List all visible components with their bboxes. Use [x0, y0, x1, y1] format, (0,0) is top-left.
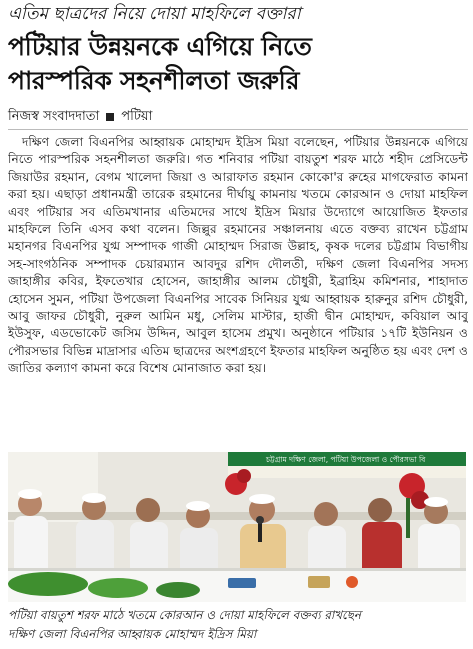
byline [8, 107, 468, 127]
headline-line-1: পটিয়ার উন্নয়নকে এগিয়ে নিতে [8, 32, 312, 61]
photo-illustration [8, 452, 466, 602]
photo-caption [8, 606, 468, 644]
headline-line-2: পারস্পরিক সহনশীলতা জরুরি [8, 66, 300, 95]
article-kicker: এতিম ছাত্রদের নিয়ে দোয়া মাহফিলে বক্তারা [8, 4, 301, 24]
caption-line-2: দক্ষিণ জেলা বিএনপির আহ্বায়ক মোহাম্মদ ইদ্রিস মিয়া [8, 627, 257, 641]
byline-source: নিজস্ব সংবাদদাতা [8, 109, 100, 124]
byline-location: পটিয়া [121, 109, 153, 124]
microphone-icon [256, 516, 264, 524]
article-body: দক্ষিণ জেলা বিএনপির আহ্বায়ক মোহাম্মদ ইদ্রিস মিয়া বলেছেন, পটিয়ার উন্নয়নকে এগিয়ে নিতে পারস্পরিক সহনশীলতা জরুরি। গত শনিবার পটিয়া বায়তুশ শরফ মাঠে শহীদ প্রেসিডেন্ট জিয়াউর রহমান, বেগম খালেদা জিয়া ও আরাফাত রহমান কোকো'র রুহের মাগফেরাত কামনা করা হয়। এছাড়া প্রধানমন্ত্রী তারেক রহমানের দীর্ঘায়ু কামনায় খতমে কোরআন ও দোয়া মাহফিল এবং পটিয়ার সব এতিমখানার এতিমদের সাথে ইদ্রিস মিয়ার উদ্যোগে আয়োজিত ইফতার মাহফিলে তিনি এসব কথা বলেন। জিল্লুর রহমানের সঞ্চালনায় এতে বক্তব্য রাখেন চট্টগ্রাম মহানগর বিএনপির যুগ্ম সম্পাদক গাজী মোহাম্মদ সিরাজ উল্লাহ, কৃষক দলের চট্টগ্রাম বিভাগীয় সহ-সাংগঠনিক সম্পাদক চেয়ারম্যান আবদুর রশিদ দৌলতী, দক্ষিণ জেলা বিএনপির সদস্য জাহাঙ্গীর কবির, ইফতেখার হোসেন, জাহাঙ্গীর আলম চৌধুরী, ইব্রাহিম কমিশনার, শাহাদাত হোসেন সুমন, পটিয়া উপজেলা বিএনপির সাবেক সিনিয়র যুগ্ম আহ্বায়ক হারুনুর রশিদ চৌধুরী, আবু জাফর চৌধুরী, নুরুল আমিন মধু, সেলিম মাস্টার, হাজী দ্বীন মোহাম্মদ, কবিয়াল আবু ইউসুফ, এডভোকেট জসিম উদ্দিন, আবুল হাসেম প্রমুখ। অনুষ্ঠানে পটিয়ার ১৭টি ইউনিয়ন ও পৌরসভার বিভিন্ন মাদ্রাসার এতিম ছাত্রদের অংশগ্রহণে ইফতার মাহফিল অনুষ্ঠিত হয় এবং দেশ ও জাতির কল্যাণ কামনা করে বিশেষ মোনাজাত করা হয়। [8, 135, 468, 376]
news-photo [8, 452, 466, 602]
byline-divider [8, 129, 468, 130]
square-bullet-icon [106, 113, 114, 121]
caption-line-1: পটিয়া বায়তুশ শরফ মাঠে খতমে কোরআন ও দোয়া মাহফিলে বক্তব্য রাখছেন [8, 608, 361, 622]
banner-text: চট্টগ্রাম দক্ষিণ জেলা, পটিয়া উপজেলা ও পৌরসভা বি [266, 455, 426, 464]
article-headline [8, 30, 470, 98]
